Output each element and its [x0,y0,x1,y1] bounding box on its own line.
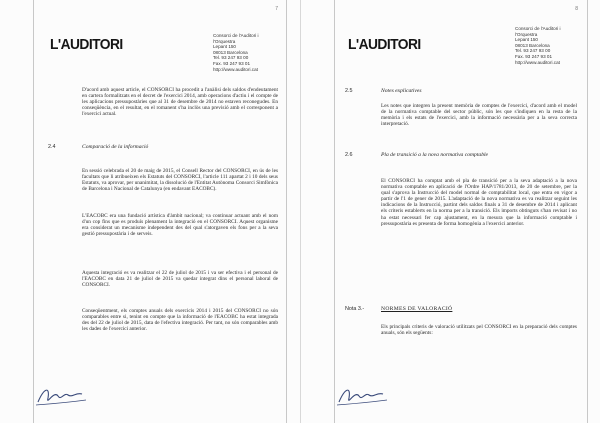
auditori-logo: L'AUDITORI [50,36,123,53]
body-paragraph: L'EACOBC era una fundació artística d'àmbit nacional; va continuar actuant amb el nom d'un cop fins que es produís plenament la integració en el CONSORCI. Aquest organisme era considerat un mecanisme independent des del qual s'atorgaven els fons per a la seva gestió pressupostària i de serveis. [82,213,278,238]
note-title: NORMES DE VALORACIÓ [381,306,453,312]
page-number: 7 [275,6,278,12]
header-address: Consorci de l'Auditori i l'Orquestra Lepant 150 08013 Barcelona Tel. 93 247 93 00 Fax. 93 247 93 01 http://www.auditori.cat [515,26,561,65]
body-paragraph: El CONSORCI ha comptat amb el pla de transició per a la seva adaptació a la nova normativa comptable en aplicació de l'Ordre HAP/1781/2013, de 20 de setembre, per la qual s'aprova la Instrucció del model normal de comptabilitat local, que entra en vigor a partir de l'1 de gener de 2015. L'adaptació de la nova normativa es va realitzar seguint les indicacions de la Instrucció, partint dels saldos finals a 31 de desembre de 2014 i aplicant els criteris establerts en la norma per a la transició. Els imports obtinguts s'han revisat i no ha estat necessari fer cap ajustament, en la mesura que la informació comptable i pressupostària es presenta de forma homogènia a l'exercici anterior. [381,178,577,227]
section-number: 2.4 [48,144,56,150]
section-title: Comparació de la informació [82,144,149,150]
signature-icon [34,380,90,410]
section-title: Notes explicatives [381,88,422,94]
page-number: 8 [575,6,578,12]
body-paragraph: En sessió celebrada el 20 de maig de 2015, el Consell Rector del CONSORCI, en ús de les facultats que li atribueixen els Estatuts del CONSORCI, l'article 111 apartat 2 i 10 dels seus Estatuts, va aprovar, per unanimitat, la dissolució de l'Entitat Autònoma Consorci Simfònica de Barcelona i Nacional de Catalunya (en endavant EACOBC). [82,168,278,193]
body-paragraph: Conseqüentment, els comptes anuals dels exercicis 2014 i 2015 del CONSORCI no són comparables entre si, tenint en compte que la informació de l'EACOBC ha estat integrada des del 22 de juliol de 2015, data de l'efectiva integració. Per tant, no són comparables amb les dades de l'exercici anterior. [82,308,278,333]
margin-rule [334,0,335,423]
margin-rule [33,0,34,423]
header-address: Consorci de l'Auditori i l'Orquestra Lepant 150 08013 Barcelona Tel. 93 247 93 00 Fax. 93 247 93 01 http://www.auditori.cat [213,33,259,72]
body-paragraph: Els principals criteris de valoració utilitzats pel CONSORCI en la preparació dels comptes anuals, són els següents: [381,324,577,337]
section-title: Pla de transició a la nova normativa comptable [381,152,489,158]
note-number: Nota 3.- [345,306,365,312]
section-number: 2.5 [345,88,353,94]
signature-icon [335,380,391,410]
intro-paragraph: D'acord amb aquest article, el CONSORCI ha procedit a l'anàlisi dels saldos d'endeutament en cartera formalitzats en el decret de l'exercici 2014, amb operacions d'actiu i el compte de les aplicacions pressupostàries que al 31 de desembre de 2014 no estaven reconegudes. En conseqüència, en el resultat, en el romanent s'ha inclòs una previsió amb el corresponent a l'exercici actual. [82,87,278,118]
document-page-right [300,0,600,423]
auditori-logo: L'AUDITORI [348,36,421,53]
section-number: 2.6 [345,152,353,158]
body-paragraph: Les notes que integren la present memòria de comptes de l'exercici, d'acord amb el model de la normativa comptable del sector públic, són les que s'indiquen en la resta de la memòria i els estats de l'exercici, amb la informació necessària per a la seva correcta interpretació. [381,103,577,128]
body-paragraph: Aquesta integració es va realitzar el 22 de juliol de 2015 i va ser efectiva i el personal de l'EACOBC en data 21 de juliol de 2015 va quedar integrat dins el personal laboral de CONSORCI. [82,270,278,289]
